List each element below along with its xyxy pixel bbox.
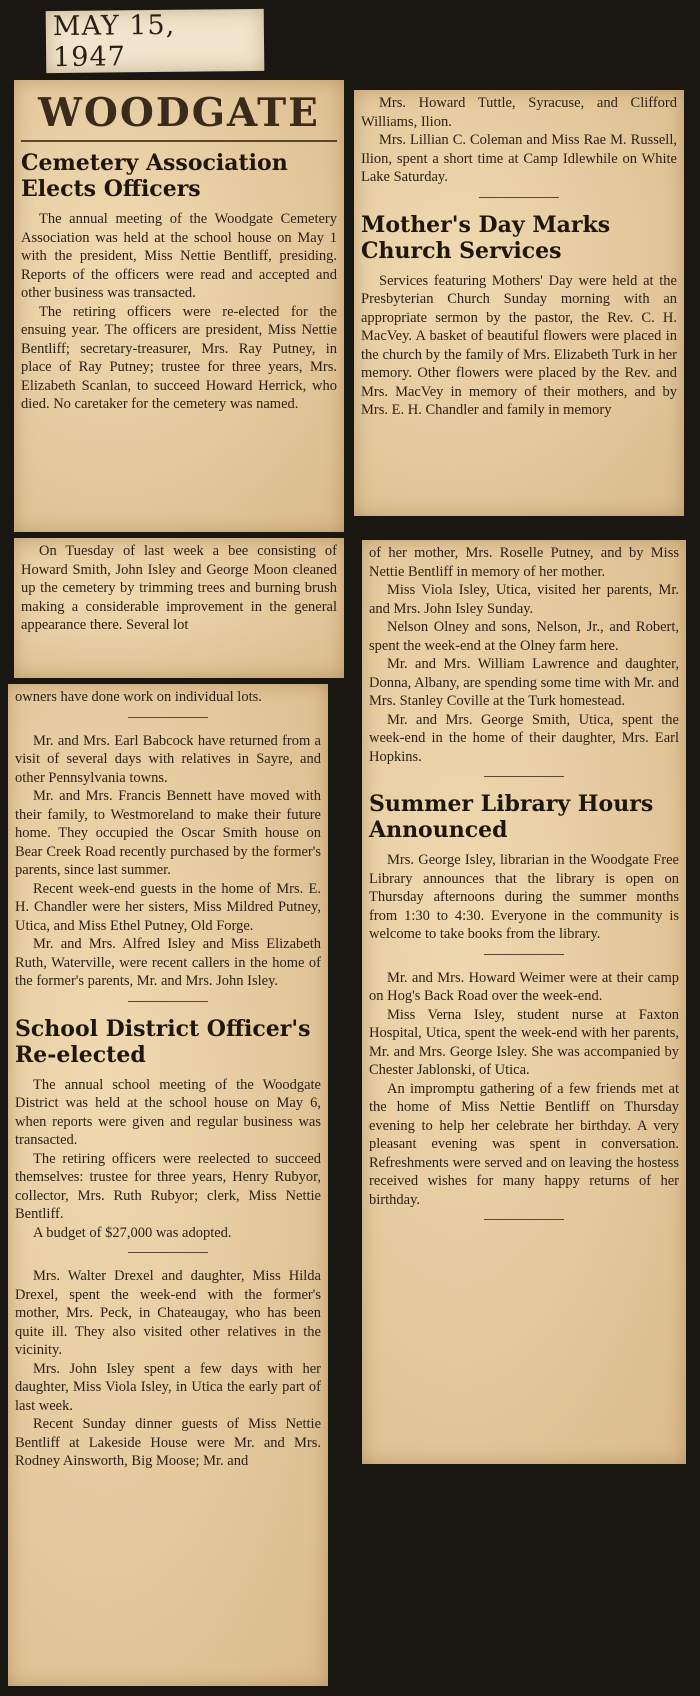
divider <box>484 1219 564 1220</box>
article-paragraph: Recent week-end guests in the home of Mrs. E. H. Chandler were her sisters, Miss Mildred Putney, Utica, and Miss Ethel Putney, Old Forge. <box>15 880 321 934</box>
date-clipping <box>46 9 265 73</box>
article-paragraph: Services featuring Mothers' Day were held at the Presbyterian Church Sunday morning with an appropriate sermon by the pastor, the Rev. C. H. MacVey. A basket of beautiful flowers were placed in the church by the family of Mrs. Elizabeth Turk in her memory. Other flowers were placed by the Rev. and Mrs. MacVey in memory of their mothers, and by Mrs. E. H. Chandler and family in memory <box>361 272 677 418</box>
article-paragraph: Mr. and Mrs. Howard Weimer were at their camp on Hog's Back Road over the week-end. <box>369 969 679 1004</box>
headline-cemetery: Cemetery Association Elects Officers <box>21 150 288 202</box>
article-paragraph: On Tuesday of last week a bee consisting of Howard Smith, John Isley and George Moon cleaned up the cemetery by trimming trees and burning brush making a considerable improvement in the general appearance there. Several lot <box>21 543 337 633</box>
article-paragraph: Mrs. George Isley, librarian in the Woodgate Free Library announces that the library is open on Thursday afternoons during the summer months from 1:30 to 4:30. Everyone in the community is welcome to take books from the library. <box>369 852 679 942</box>
masthead: WOODGATE <box>38 90 320 136</box>
article-paragraph: of her mother, Mrs. Roselle Putney, and by Miss Nettie Bentliff in memory of her mother. <box>369 545 679 580</box>
divider <box>479 197 559 198</box>
article-paragraph: Mrs. Lillian C. Coleman and Miss Rae M. Russell, Ilion, spent a short time at Camp Idlewhile on White Lake Saturday. <box>361 132 677 185</box>
divider <box>128 717 208 718</box>
divider <box>128 1001 208 1002</box>
article-paragraph: Mrs. Howard Tuttle, Syracuse, and Clifford Williams, Ilion. <box>361 95 677 130</box>
article-paragraph: Miss Verna Isley, student nurse at Faxton Hospital, Utica, spent the week-end with her parents, Mr. and Mrs. George Isley. She was accompanied by Chester Jablonski, of Utica. <box>369 1006 679 1078</box>
article-paragraph: Mrs. Walter Drexel and daughter, Miss Hilda Drexel, spent the week-end with the former's mother, Mrs. Peck, in Chateaugay, who has been quite ill. They also visited other relatives in the vicinity. <box>15 1268 321 1358</box>
divider <box>484 954 564 955</box>
article-paragraph: Mr. and Mrs. Alfred Isley and Miss Elizabeth Ruth, Waterville, were recent callers in the home of the former's parents, Mr. and Mrs. John Isley. <box>15 936 321 989</box>
masthead-rule <box>21 140 337 142</box>
article-paragraph: The annual meeting of the Woodgate Cemetery Association was held at the school house on May 1 with the president, Miss Nettie Bentliff, presiding. Reports of the officers were read and accepted and other business was transacted. <box>21 211 337 301</box>
article-paragraph: Mr. and Mrs. Earl Babcock have returned from a visit of several days with relatives in Sayre, and other Pennsylvania towns. <box>15 732 321 786</box>
clipping-library-news <box>362 540 686 1464</box>
article-paragraph: Mr. and Mrs. William Lawrence and daughter, Donna, Albany, are spending some time with Mr. and Mrs. Stanley Coville at the Turk homestead. <box>369 656 679 709</box>
article-paragraph: The retiring officers were re-elected for the ensuing year. The officers are president, Miss Nettie Bentliff; secretary-treasurer, Mrs. Ray Putney, in place of Ray Putney; trustee for three years, Mrs. Elizabeth Scanlan, to succeed Howard Herrick, who died. No caretaker for the cemetery was named. <box>21 303 337 412</box>
article-paragraph: Recent Sunday dinner guests of Miss Nettie Bentliff at Lakeside House were Mr. and Mrs. Rodney Ainsworth, Big Moose; Mr. and <box>15 1416 321 1469</box>
clipping-mothers-day <box>354 90 684 516</box>
article-paragraph: Mr. and Mrs. Francis Bennett have moved with their family, to Westmoreland to make their future home. They occupied the Oscar Smith house on Bear Creek Road recently purchased by the former's parents, since last summer. <box>15 788 321 878</box>
article-paragraph: Miss Viola Isley, Utica, visited her parents, Mr. and Mrs. John Isley Sunday. <box>369 582 679 617</box>
article-paragraph: A budget of $27,000 was adopted. <box>33 1224 232 1241</box>
clipping-local-news <box>8 684 328 1686</box>
article-paragraph: The retiring officers were reelected to succeed themselves: trustee for three years, Henry Rubyor, collector, Mrs. Ruth Rubyor; clerk, Miss Nettie Bentliff. <box>15 1150 321 1222</box>
clipping-cemetery-bee <box>14 538 344 678</box>
headline-mothers-day: Mother's Day Marks Church Services <box>361 211 611 264</box>
date-text: MAY 15, 1947 <box>52 9 176 74</box>
divider <box>128 1252 208 1253</box>
article-paragraph: An impromptu gathering of a few friends met at the home of Miss Nettie Bentliff on Thursday evening to help her celebrate her birthday. A very pleasant evening was spent in conversation. Refreshments were served and on leaving the hostess received wishes for many happy returns of her birthday. <box>369 1080 679 1208</box>
article-paragraph: Mrs. John Isley spent a few days with her daughter, Miss Viola Isley, in Utica the early part of last week. <box>15 1360 321 1414</box>
headline-school-district: School District Officer's Re-elected <box>15 1015 311 1068</box>
article-paragraph: owners have done work on individual lots. <box>15 689 262 705</box>
clipping-cemetery-association <box>14 80 344 532</box>
headline-summer-library: Summer Library Hours Announced <box>369 791 654 843</box>
article-paragraph: Nelson Olney and sons, Nelson, Jr., and Robert, spent the week-end at the Olney farm here. <box>369 619 679 654</box>
article-paragraph: Mr. and Mrs. George Smith, Utica, spent the week-end in the home of their daughter, Mrs. Earl Hopkins. <box>369 711 679 765</box>
article-paragraph: The annual school meeting of the Woodgate District was held at the school house on May 6, when reports were given and regular business was transacted. <box>15 1076 321 1148</box>
divider <box>484 776 564 777</box>
